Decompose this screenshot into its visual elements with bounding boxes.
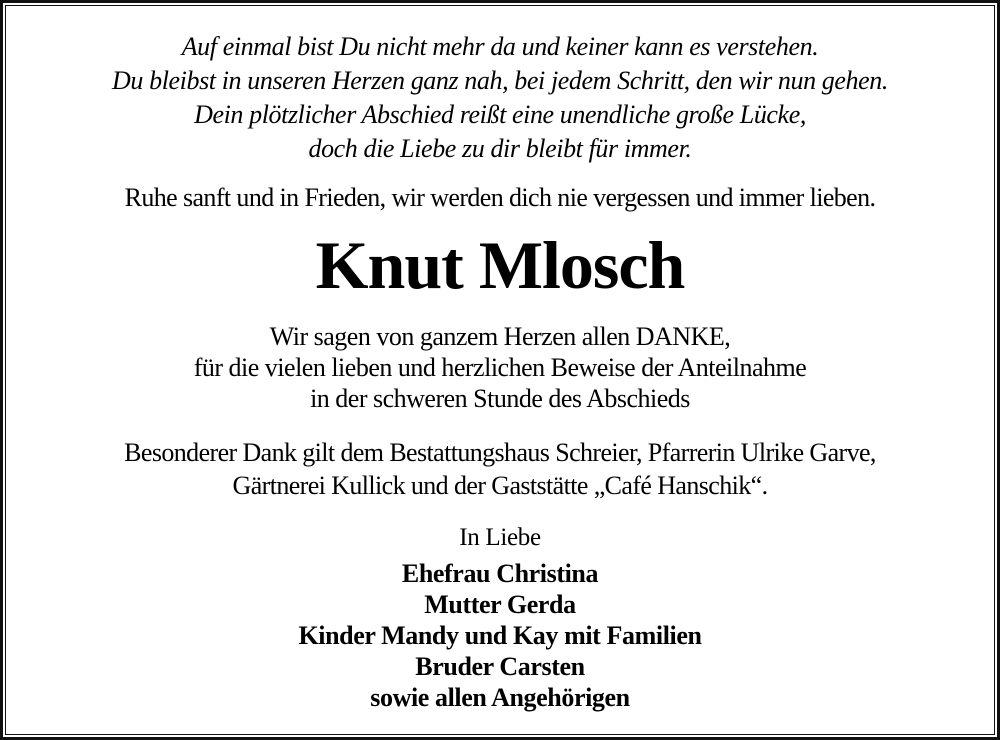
special-thanks-line: Besonderer Dank gilt dem Bestattungshaus Schreier, Pfarrerin Ulrike Garve, [124,438,876,467]
verse-line: Du bleibst in unseren Herzen ganz nah, bei jedem Schritt, den wir nun gehen. [112,66,888,95]
mourner-line: sowie allen Angehörigen [370,683,630,712]
deceased-name: Knut Mlosch [315,227,685,303]
thanks-paragraph [6,321,994,414]
mourner-line: Mutter Gerda [424,590,576,619]
verse-line: Auf einmal bist Du nicht mehr da und keiner kann es verstehen. [181,32,819,61]
double-line-border-frame [5,5,995,735]
thanks-line: in der schweren Stunde des Abschieds [310,384,690,413]
verse-line: Dein plötzlicher Abschied reißt eine unendliche große Lücke, [194,100,806,129]
mourner-line: Ehefrau Christina [401,559,599,588]
special-thanks-paragraph [6,436,994,502]
thanks-line: Wir sagen von ganzem Herzen allen DANKE, [269,322,731,351]
special-thanks-line: Gärtnerei Kullick und der Gaststätte „Café Hanschik“. [232,471,768,500]
farewell-line: Ruhe sanft und in Frieden, wir werden dich nie vergessen und immer lieben. [124,183,876,212]
closing-phrase: In Liebe [459,524,541,551]
memorial-verse [6,30,994,166]
verse-line: doch die Liebe zu dir bleibt für immer. [308,134,692,163]
mourners-list [6,558,994,713]
mourner-line: Bruder Carsten [415,652,585,681]
thanks-line: für die vielen lieben und herzlichen Beweise der Anteilnahme [193,353,807,382]
mourner-line: Kinder Mandy und Kay mit Familien [298,621,702,650]
